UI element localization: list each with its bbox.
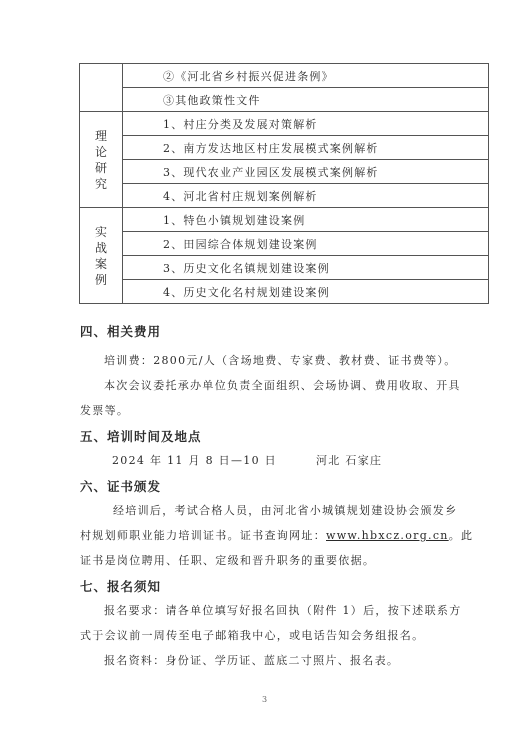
- table-row: [80, 160, 489, 184]
- section-heading-fees: 四、相关费用: [80, 324, 162, 339]
- training-date: 2024 年 11 月 8 日—10 日: [112, 454, 277, 467]
- training-place: 河北 石家庄: [316, 454, 383, 467]
- category-cell-blank: [80, 64, 123, 112]
- table-cell: 4、历史文化名村规划建设案例: [123, 280, 489, 304]
- registration-requirements: 报名要求：请各单位填写好报名回执（附件 1）后，按下述联系方: [104, 604, 462, 617]
- page-number: 3: [262, 695, 268, 704]
- section-heading-registration: 七、报名须知: [80, 579, 162, 594]
- table-cell: 3、历史文化名镇规划建设案例: [123, 256, 489, 280]
- table-row: [80, 88, 489, 112]
- organizer-text-cont: 发票等。: [80, 404, 130, 417]
- certificate-text: 经培训后，考试合格人员，由河北省小城镇规划建设协会颁发乡: [113, 504, 458, 517]
- table-cell: ③其他政策性文件: [123, 88, 489, 112]
- table-row: [80, 208, 489, 232]
- certificate-text-end: 证书是岗位聘用、任职、定级和晋升职务的重要依据。: [80, 554, 376, 567]
- registration-requirements-cont: 式于会议前一周传至电子邮箱我中心，或电话告知会务组报名。: [80, 629, 425, 642]
- table-row: [80, 232, 489, 256]
- table-cell: ②《河北省乡村振兴促进条例》: [123, 64, 489, 88]
- table-row: [80, 136, 489, 160]
- table-cell: 1、特色小镇规划建设案例: [123, 208, 489, 232]
- table-cell: 1、村庄分类及发展对策解析: [123, 112, 489, 136]
- table-cell: 2、南方发达地区村庄发展模式案例解析: [123, 136, 489, 160]
- organizer-text: 本次会议委托承办单位负责全面组织、会场协调、费用收取、开具: [104, 379, 461, 392]
- table-cell: 4、河北省村庄规划案例解析: [123, 184, 489, 208]
- table-row: [80, 64, 489, 88]
- section-heading-time-place: 五、培训时间及地点: [80, 429, 202, 444]
- table-row: [80, 280, 489, 304]
- table-row: [80, 256, 489, 280]
- table-row: [80, 112, 489, 136]
- table-cell: 2、田园综合体规划建设案例: [123, 232, 489, 256]
- section-heading-certificate: 六、证书颁发: [80, 479, 162, 494]
- table-row: [80, 184, 489, 208]
- certificate-text-cont: 村规划师职业能力培训证书。证书查询网址：www.hbxcz.org.cn。此: [80, 529, 474, 542]
- table-cell: 3、现代农业产业园区发展模式案例解析: [123, 160, 489, 184]
- certificate-query-link[interactable]: www.hbxcz.org.cn: [326, 529, 449, 542]
- registration-materials: 报名资料：身份证、学历证、蓝底二寸照片、报名表。: [104, 654, 400, 667]
- course-table: [79, 63, 489, 304]
- fee-text: 培训费：2800元/人（含场地费、专家费、教材费、证书费等）。: [104, 354, 457, 367]
- category-cell-practice: 实 战 案 例: [80, 208, 123, 304]
- category-cell-theory: 理 论 研 究: [80, 112, 123, 208]
